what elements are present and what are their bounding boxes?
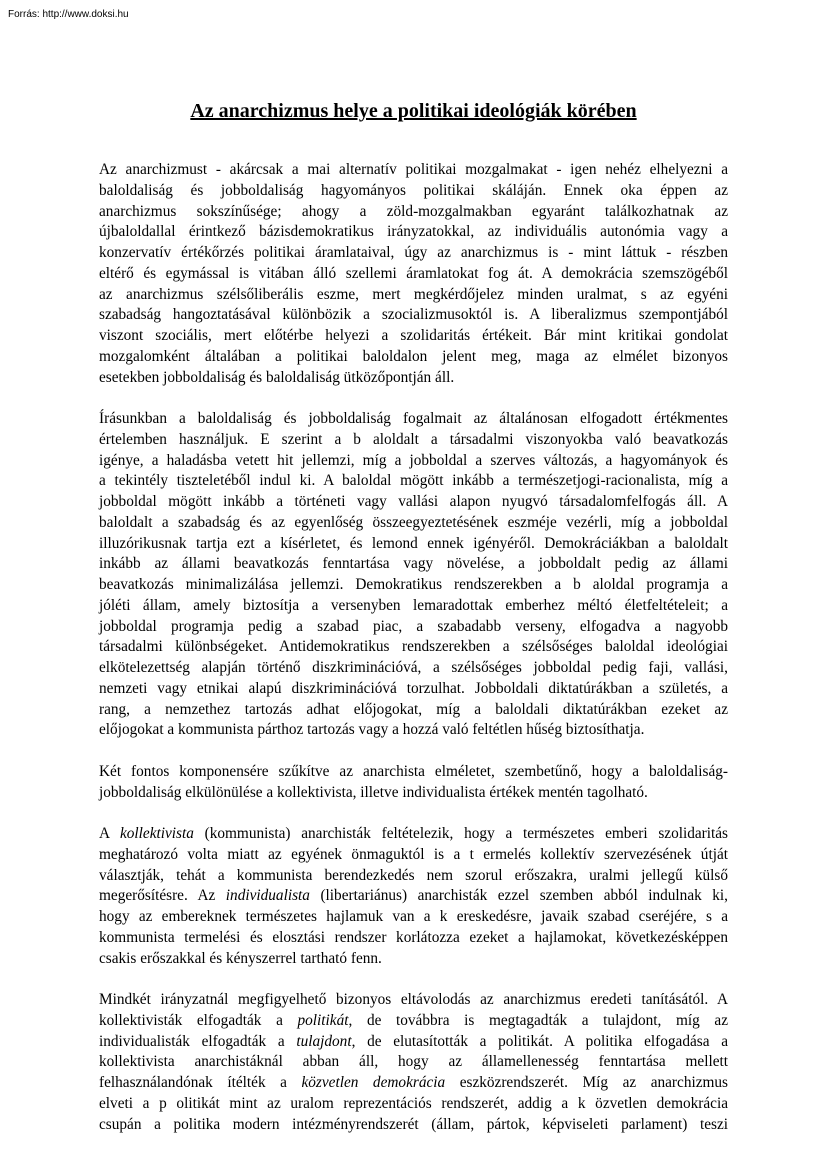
text-line: jobboldaliság elkülönülése a kollektivista, illetve individualista értékek mentén tagolható. <box>99 783 648 801</box>
text-line: hogy az embereknek természetes hajlamuk van a k ereskedésre, javaik szabad cseréjére, s a <box>99 908 728 925</box>
text-line: jóléti állam, amely biztosítja a versenyben lemaradottak emberhez méltó életfeltételeit; a <box>99 596 728 614</box>
text-line: individualisták elfogadták a tulajdont, de elutasították a politikát. A politika elfogadása a <box>99 1032 728 1050</box>
paragraph <box>99 762 728 804</box>
text-line: szabadság hangoztatásával különbözik a szocializmusoktól is. A liberalizmus szempontjából <box>99 306 728 324</box>
text-line: jobboldal mögött inkább a történeti vagy vallási alapon nyugvó társadalomfelfogás áll. A <box>99 493 728 510</box>
text-line: Két fontos komponensére szűkítve az anarchista elméletet, szembetűnő, hogy a baloldaliság- <box>99 762 728 780</box>
text-line: kollektivisták elfogadták a politikát, de továbbra is megtagadták a tulajdont, míg az <box>99 1011 728 1029</box>
paragraph <box>99 824 728 969</box>
text-line: Írásunkban a baloldaliság és jobboldaliság fogalmait az általánosan elfogadott értékmentes <box>99 410 728 427</box>
text-line: baloldaliság és jobboldaliság hagyományos politikai skáláján. Ennek oka éppen az <box>99 181 728 199</box>
text-line: A kollektivista (kommunista) anarchisták feltételezik, hogy a természetes emberi szolidaritás <box>99 825 728 842</box>
text-line: viszont szociális, mert előtérbe helyezi a szolidaritás értékeit. Bár mint kritikai gondolat <box>99 327 728 344</box>
text-line: mozgalomként általában a politikai baloldalon jelent meg, maga az elmélet bizonyos <box>99 347 728 365</box>
text-line: csakis erőszakkal és kényszerrel tartható fenn. <box>99 949 382 967</box>
text-line: újbaloldallal érintkező bázisdemokratikus irányzatokkal, az individuális autonómia vagy a <box>99 223 728 241</box>
text-line: meghatározó volta miatt az egyének önmaguktól is a t ermelés kollektív szervezésének útját <box>99 845 728 863</box>
text-line: konzervatív értékőrzés politikai áramlataival, úgy az anarchizmus is - mint láttuk - részben <box>99 244 728 261</box>
text-line: megerősítésre. Az individualista (libertariánus) anarchisták ezzel szemben abból indulnak ki, <box>99 887 728 905</box>
text-line: felhasználandónak ítélték a közvetlen demokrácia eszközrendszerét. Míg az anarchizmus <box>99 1074 729 1091</box>
source-note: Forrás: http://www.doksi.hu <box>8 9 129 20</box>
paragraph <box>99 990 728 1135</box>
text-line: anarchizmus sokszínűsége; ahogy a zöld-mozgalmakban egyaránt találkozhatnak az <box>99 202 728 220</box>
text-line: választják, tehát a kommunista berendezkedés nem szorul erőszakra, uralmi jellegű külső <box>99 866 728 884</box>
text-line: esetekben jobboldaliság és baloldaliság ütközőpontján áll. <box>99 368 455 386</box>
text-line: rang, a nemzethez tartozás adhat előjogokat, míg a baloldali diktatúrákban ezeket az <box>99 700 728 718</box>
paragraph <box>99 409 728 741</box>
text-line: értelemben használjuk. E szerint a b aloldalt a társadalmi viszonyokba való beavatkozás <box>99 430 728 448</box>
text-line: jobboldal programja pedig a szabad piac, a szabadabb verseny, elfogadva a nagyobb <box>99 617 728 635</box>
text-line: baloldalt a szabadság és az egyenlőség összeegyeztetésének eszméje vezérli, míg a jobboldal <box>99 513 728 531</box>
text-line: elveti a p olitikát mint az uralom reprezentációs rendszerét, addig a k özvetlen demokrácia <box>99 1094 728 1112</box>
text-line: előjogokat a kommunista párthoz tartozás vagy a hozzá való feltétlen hűség biztosíthatja. <box>99 721 645 739</box>
text-line: Az anarchizmust - akárcsak a mai alternatív politikai mozgalmakat - igen nehéz elhelyezni a <box>99 161 728 178</box>
text-line: inkább az állami beavatkozás fenntartása vagy növelése, a jobboldalt pedig az állami <box>99 555 728 573</box>
emphasized-term: individualista <box>225 887 310 905</box>
emphasized-term: tulajdont <box>296 1032 352 1050</box>
text-line: kollektivista anarchistáknál abban áll, hogy az államellenesség fenntartása mellett <box>99 1053 728 1071</box>
document-title: Az anarchizmus helye a politikai ideológiák körében <box>190 100 637 122</box>
text-line: Mindkét irányzatnál megfigyelhető bizonyos eltávolodás az anarchizmus eredeti tanításától. A <box>99 991 728 1008</box>
text-line: illuzórikusnak tartja ezt a kísérletet, és lemond ennek igényéről. Demokráciákban a baloldalt <box>99 534 728 552</box>
text-line: elkötelezettség alapján történő diszkriminációvá, a szélsőséges jobboldal pedig faji, vallási, <box>99 659 728 676</box>
emphasized-term: közvetlen demokrácia <box>301 1074 446 1091</box>
emphasized-term: politikát <box>297 1011 349 1029</box>
emphasized-term: kollektivista <box>119 825 194 842</box>
text-line: társadalmi különbségeket. Antidemokratikus rendszerekben a szélsőséges baloldal ideológiai <box>99 638 728 656</box>
text-line: igénye, a haladásba vetett hit jellemzi, míg a jobboldal a szerves változás, a hagyományok és <box>99 451 728 469</box>
paragraph <box>99 160 728 388</box>
text-line: beavatkozás minimalizálása jellemzi. Demokratikus rendszerekben a b aloldal programja a <box>99 576 728 593</box>
text-line: nemzeti vagy etnikai alapú diszkriminációvá torzulhat. Jobboldali diktatúrákban a születés, a <box>99 679 728 697</box>
text-line: eltérő és egymással is vitában álló szellemi áramlatokat fog át. A demokrácia szemszögéből <box>99 264 728 282</box>
text-line: a tekintély tiszteletéből indul ki. A baloldal mögött inkább a természetjogi-racionalista, míg a <box>99 472 728 490</box>
document-body <box>99 160 728 1135</box>
text-line: kommunista termelési és elosztási rendszer korlátozza ezeket a hajlamokat, következésképpen <box>99 928 728 946</box>
text-line: csupán a politika modern intézményrendszerét (állam, pártok, képviseleti parlament) teszi <box>99 1115 728 1133</box>
text-line: az anarchizmus szélsőliberális eszme, mert megkérdőjelez minden uralmat, s az egyéni <box>99 285 728 303</box>
